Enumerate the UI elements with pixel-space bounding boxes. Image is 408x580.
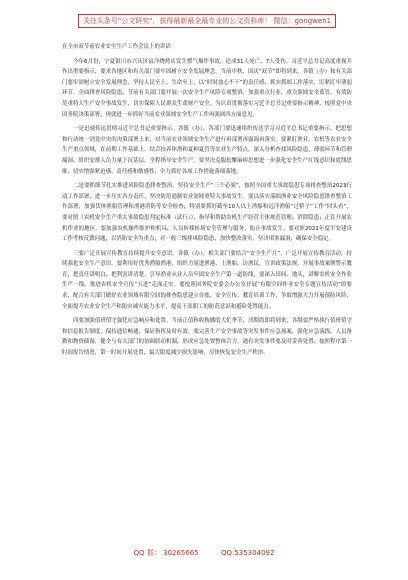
paragraph-section-4: 四要加强值班值守强化应急响应和处置。当前正值秋收秋播的大忙季节，汛期尚即将到来，各级要严格执行值班值守和信息报告制度，保持通信畅通，保证指挥及时有效。要完善生产安全事故等突发事件应急预案，强化应急演练、人员备勤和物资储备，健全与有关部门的协调联动机制，形成应急处置整体合力，遇有突发事件要及时妥善处置、按照程序第一时间报告情况，第一时间开展处置，最大限度减少损失影响，尽快恢复安全生产秩序。 [62, 318, 352, 357]
footer-contact [0, 548, 408, 558]
footer-qq: QQ:535304092 [220, 549, 275, 557]
header-promo-banner: 关注头条号"公文研究"，获得最新最全最专业的公文资料库！ 微信：gongwen1 [78, 14, 336, 28]
document-body [62, 42, 352, 359]
paragraph-section-2: 二是要抓细节扎实推进风险隐患排查整治。坚持安全生产“三个必须”，按照全国重大事故隐患专项排查整治2023行动工作部署，进一步压实各方责任，坚决防范遏制农业领域重特大事故发生。要以落实落细渔业安全风险隐患排查整治工作部署，加强伏休渔船管理和渔港消防等安全检查，特别要抓好截至10人以上渔船和远洋渔船“过桥子”工作“回头看”，要对照《农机安全生产重大事故隐患判定标准（试行）》，指导和帮助农机生产经营主体规范管理、消除隐患；正在开展农机作业的地区，要加强农机操作维护和机具、人员转移转场安全管理与服务，防止事故发生。要对照2022年度平安建设工作考核反馈问题，以消防安全为重点，对一般三级排风险隐患，加快整改落实，坚决堵塞漏洞，确保安全稳定。 [62, 183, 352, 243]
paragraph-intro: 今年6月份，宁夏银川市兴庆区富洋烧烤店发生燃气爆炸事故，造成31人死亡、7人受伤。习近平总书记高度重视并作出重要指示，要求各地区和有关部门要牢固树立安全发展理念，当前中秋、国庆“双节”即将到来，各镇（办）和有关部门要牢固树立安全发展理念，坚持人民至上、生命至上，以“时时放心不下”的责任感，抓实抓细工作落实，盯紧盯牢薄弱环节，全面排查风险隐患，节前有关部门要开展一次安全生产风险专项整治，加强重点行业、重点领域安全监管，有效防范重特大生产安全事故发生，切实保障人民群众生命财产安全。为认真贯彻落实习近平总书记重要指示精神，按照党中央国务院决策部署，现就进一步抓好当前农业领域安全生产工作再强调四方面意见。 [62, 58, 352, 118]
footer-qq-group: QQ 群： 30265665 [133, 549, 199, 557]
paragraph-section-3: 三要广泛开展宣传教育持续提升安全意识。各镇（办）、相关部门要结合“安全生产月”，广泛开展宣传教育活动，持续强化安全生产意识。要利用好优秀渔船渔港，组织力量进渔港、上渔船、访渔民，宣讲政策法规，开展事故案例警示教育，把责任讲明白、把利害讲清楚，引导渔业从业人员牢固安全生产第一道防线，要深入田间、地头，讲解农机安全作业生产一线，推进农机安全宣传“五进”走深走实。要按照国务院安委会办公室开展“有限空间作业安全专题宣传活动”的要求，配合有关部门做好农业领域有限空间的排查隐患建立台账，安全宣传、教育培训工作，争取增强大力开展预防风险，全面提升农业安全生产和防灾减灾能力水平，提高干部职工的防范意识和避险处置能力。 [62, 250, 352, 310]
paragraph-section-1: 一是迅速传达贯彻习近平总书记重要指示。各镇（办）、各部门要迅速组织传达学习习近平总书记重要指示，把思想和行动统一到党中央的决策部署上来，对当前农业领域安全生产进行再部署再强调再落实。要紧盯渔业、农机等农业安全生产重点领域，在前期工作基础上，结合扶养体渔和夏种夏管等农业生产特点，深入分析查找风险隐患，薄弱环节和管理漏洞，组织安排人员力量下沉基层，全程指导安全生产。要坚决克服松懈麻痹思想进一步强化安全生产红线意识和底线思维，切实增强紧迫感、责任感和敏感性，全力抓好各项工作措施落细落地。 [62, 126, 352, 175]
document-title: 在全市双节前农业安全生产工作会议上的讲话 [62, 44, 171, 50]
